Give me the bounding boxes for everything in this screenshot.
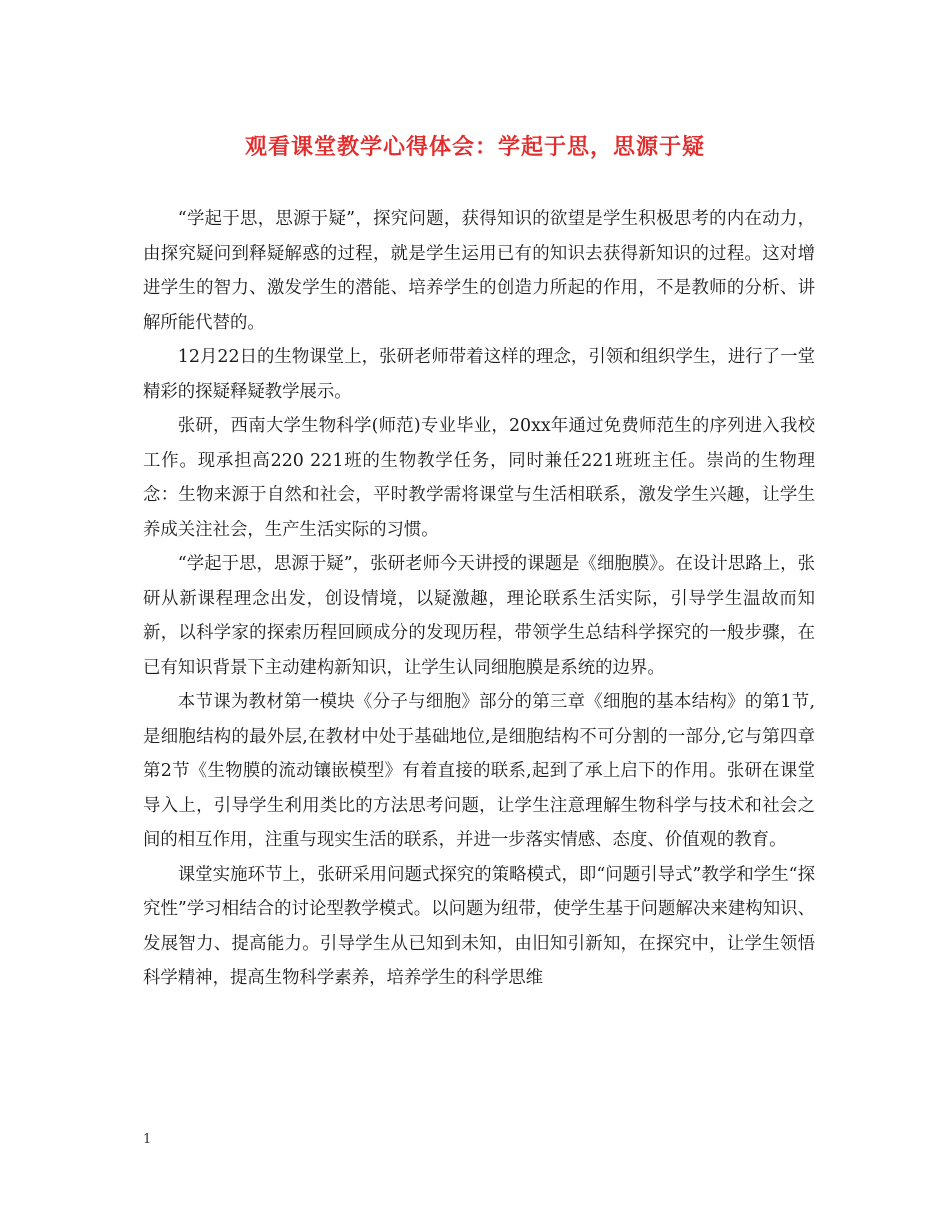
paragraph-6: 课堂实施环节上，张研采用问题式探究的策略模式，即“问题引导式”教学和学生“探究性”学习相结合的讨论型教学模式。以问题为纽带，使学生基于问题解决来建构知识、发展智力、提高能力。引导学生从已知到未知，由旧知引新知，在探究中，让学生领悟科学精神，提高生物科学素养，培养学生的科学思维 xyxy=(143,864,815,988)
paragraph-1: “学起于思，思源于疑”，探究问题，获得知识的欲望是学生积极思考的内在动力，由探究疑问到释疑解惑的过程，就是学生运用已有的知识去获得新知识的过程。这对增进学生的智力、激发学生的潜能、培养学生的创造力所起的作用，不是教师的分析、讲解所能代替的。 xyxy=(143,209,815,333)
paragraph-2: 12月22日的生物课堂上，张研老师带着这样的理念，引领和组织学生，进行了一堂精彩的探疑释疑教学展示。 xyxy=(143,347,815,402)
document-title: 观看课堂教学心得体会：学起于思，思源于疑 xyxy=(244,135,705,160)
page-number: 1 xyxy=(143,1132,152,1147)
paragraph-4: “学起于思，思源于疑”，张研老师今天讲授的课题是《细胞膜》。在设计思路上，张研从新课程理念出发，创设情境，以疑激趣，理论联系生活实际，引导学生温故而知新，以科学家的探索历程回顾成分的发现历程，带领学生总结科学探究的一般步骤，在已有知识背景下主动建构新知识，让学生认同细胞膜是系统的边界。 xyxy=(143,554,815,678)
paragraph-5: 本节课为教材第一模块《分子与细胞》部分的第三章《细胞的基本结构》的第1节,是细胞结构的最外层,在教材中处于基础地位,是细胞结构不可分割的一部分,它与第四章第2节《生物膜的流动镶嵌模型》有着直接的联系,起到了承上启下的作用。张研在课堂导入上，引导学生利用类比的方法思考问题，让学生注意理解生物科学与技术和社会之间的相互作用，注重与现实生活的联系，并进一步落实情感、态度、价值观的教育。 xyxy=(143,692,815,850)
document-body xyxy=(143,202,815,996)
paragraph-3: 张研，西南大学生物科学(师范)专业毕业，20xx年通过免费师范生的序列进入我校工作。现承担高220 221班的生物教学任务，同时兼任221班班主任。崇尚的生物理念：生物来源于自然和社会，平时教学需将课堂与生活相联系，激发学生兴趣，让学生养成关注社会，生产生活实际的习惯。 xyxy=(143,416,815,540)
